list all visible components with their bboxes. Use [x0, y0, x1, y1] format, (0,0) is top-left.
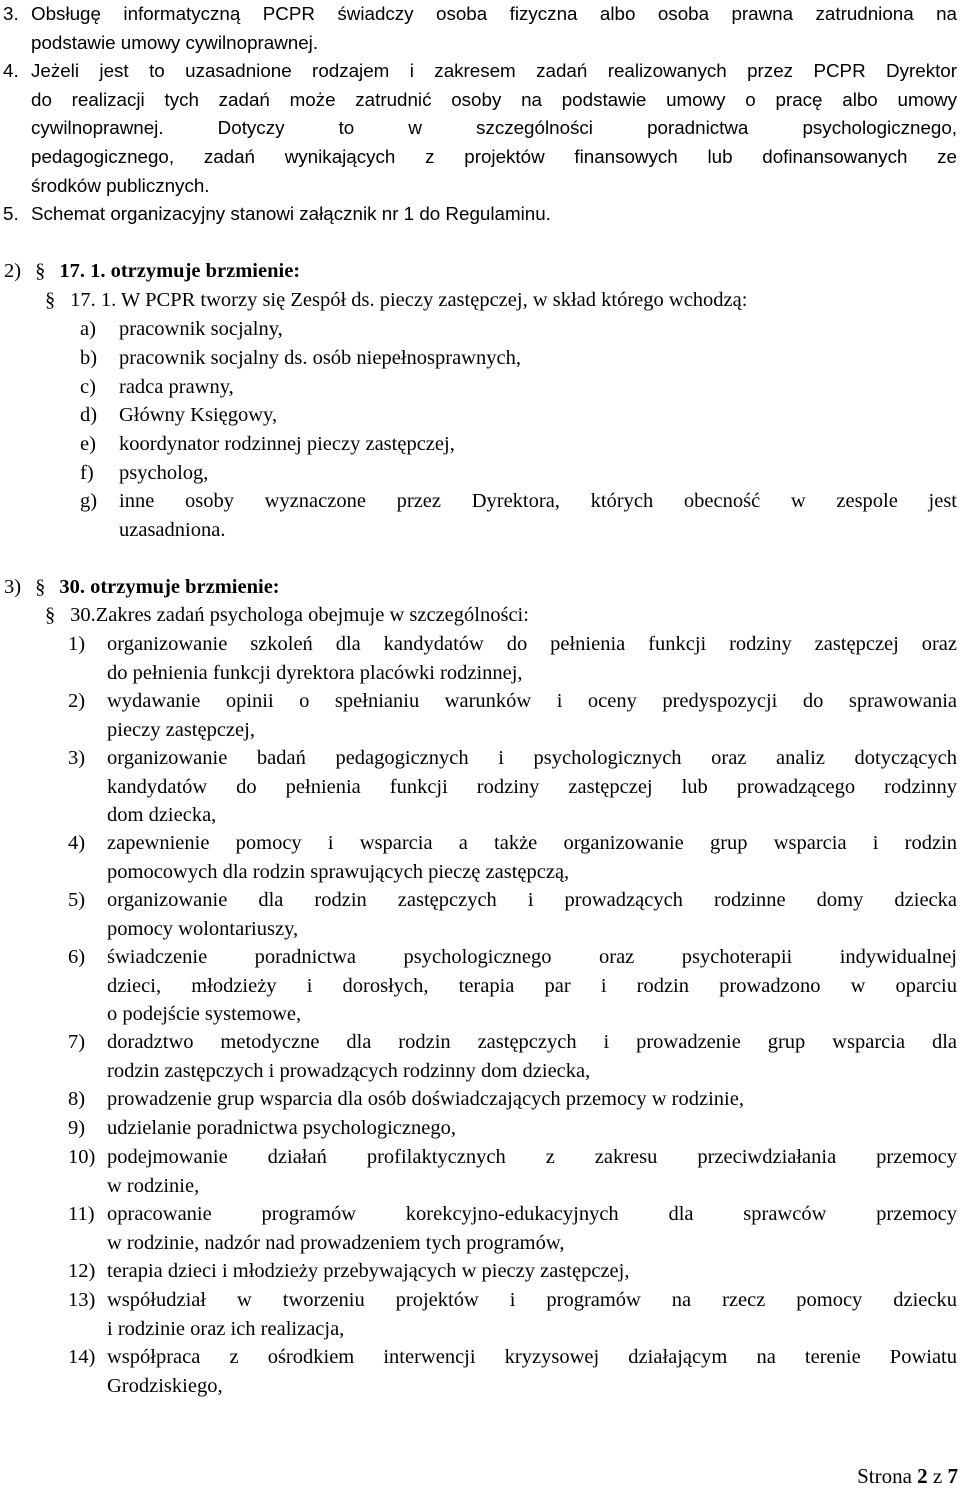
list-item	[107, 1114, 957, 1143]
paragraph-number: 5.	[3, 203, 19, 224]
footer-separator: z	[932, 1464, 943, 1488]
list-marker: e)	[80, 433, 96, 455]
list-marker: 8)	[68, 1088, 86, 1110]
list-item: koordynator rodzinnej pieczy zastępczej,	[119, 433, 455, 455]
list-item	[107, 630, 957, 687]
list-marker: c)	[80, 376, 96, 398]
list-item-line: świadczenie poradnictwa psychologicznego oraz psychoterapii indywidualnej	[107, 946, 957, 968]
section-sign-icon: §	[35, 260, 46, 282]
list-item	[107, 1028, 957, 1085]
list-marker: 14)	[68, 1346, 96, 1368]
paragraph-line: Schemat organizacyjny stanowi załącznik nr 1 do Regulaminu.	[31, 203, 551, 224]
list-item	[107, 1286, 957, 1343]
clause-line	[45, 286, 747, 315]
list-item	[107, 1200, 957, 1257]
list-marker: f)	[80, 462, 94, 484]
footer-total-pages: 7	[947, 1464, 958, 1488]
amendment-heading	[4, 257, 300, 286]
list-item	[107, 1085, 957, 1114]
list-item-line: inne osoby wyznaczone przez Dyrektora, których obecność w zespole jest	[119, 490, 957, 512]
list-marker: g)	[80, 490, 98, 512]
list-item-line: Grodziskiego,	[107, 1374, 223, 1397]
list-item-line: uzasadniona.	[119, 518, 226, 541]
list-item-line: prowadzenie grup wsparcia dla osób doświadczających przemocy w rodzinie,	[107, 1088, 744, 1110]
list-marker: 5)	[68, 889, 86, 911]
list-item-line: terapia dzieci i młodzieży przebywających w pieczy zastępczej,	[107, 1260, 630, 1282]
footer-current-page: 2	[917, 1464, 928, 1488]
paragraph-line: środków publicznych.	[31, 174, 210, 196]
clause-prefix: 17. 1.	[70, 289, 117, 311]
paragraph-number: 3.	[3, 3, 19, 24]
list-marker: 4)	[68, 832, 86, 854]
list-item-line: w rodzinie, nadzór nad prowadzeniem tych programów,	[107, 1231, 565, 1254]
list-item: radca prawny,	[119, 376, 234, 398]
list-item	[107, 943, 957, 1029]
footer-label: Strona	[857, 1464, 912, 1488]
list-marker: 13)	[68, 1289, 96, 1311]
list-marker: 9)	[68, 1117, 86, 1139]
list-item-line: organizowanie dla rodzin zastępczych i prowadzących rodzinne domy dziecka	[107, 889, 957, 911]
list-marker: d)	[80, 404, 98, 426]
list-item-line: pomocy wolontariuszy,	[107, 917, 299, 940]
list-marker: 6)	[68, 946, 86, 968]
list-item-line: organizowanie badań pedagogicznych i psychologicznych oraz analiz dotyczących	[107, 747, 957, 769]
amendment-number: 2)	[4, 260, 22, 282]
list-item: pracownik socjalny ds. osób niepełnosprawnych,	[119, 347, 521, 369]
list-item: pracownik socjalny,	[119, 318, 283, 340]
paragraph-line: podstawie umowy cywilnoprawnej.	[31, 31, 319, 53]
list-item-line: wydawanie opinii o spełnianiu warunków i oceny predyspozycji do sprawowania	[107, 690, 957, 712]
list-marker: 1)	[68, 633, 86, 655]
list-item-line: rodzin zastępczych i prowadzących rodzinny dom dziecka,	[107, 1059, 591, 1082]
list-item-line: do pełnienia funkcji dyrektora placówki rodzinnej,	[107, 661, 523, 684]
list-marker: 3)	[68, 747, 86, 769]
list-item-line: zapewnienie pomocy i wsparcia a także organizowanie grup wsparcia i rodzin	[107, 832, 957, 854]
amendment-title: 17. 1. otrzymuje brzmienie:	[59, 260, 301, 282]
clause-prefix: 30.	[70, 604, 96, 626]
amendment-title: 30. otrzymuje brzmienie:	[59, 576, 280, 598]
list-item-line: udzielanie poradnictwa psychologicznego,	[107, 1117, 456, 1139]
list-item	[119, 487, 957, 544]
list-item-line: dzieci, młodzieży i dorosłych, terapia par i rodzin prowadzono w oparciu	[107, 974, 957, 997]
paragraph-line: cywilnoprawnej. Dotyczy to w szczególności poradnictwa psychologicznego,	[31, 117, 957, 139]
list-item-line: współpraca z ośrodkiem interwencji kryzysowej działającym na terenie Powiatu	[107, 1346, 957, 1368]
clause-text: Zakres zadań psychologa obejmuje w szczególności:	[95, 604, 529, 626]
list-item	[107, 744, 957, 830]
clause-text: W PCPR tworzy się Zespół ds. pieczy zastępczej, w skład którego wchodzą:	[121, 289, 748, 311]
list-item	[107, 1343, 957, 1400]
list-item	[107, 1257, 957, 1286]
list-item	[107, 829, 957, 886]
list-item	[107, 1143, 957, 1200]
amendment-number: 3)	[4, 576, 22, 598]
list-item-line: o podejście systemowe,	[107, 1003, 302, 1026]
list-item: Główny Księgowy,	[119, 404, 278, 426]
list-marker: a)	[80, 318, 96, 340]
list-item-line: kandydatów do pełnienia funkcji rodziny zastępczej lub prowadzącego rodzinny	[107, 775, 957, 798]
list-item-line: i rodzinie oraz ich realizacja,	[107, 1317, 345, 1340]
amendment-heading	[4, 573, 280, 602]
clause-line	[45, 601, 529, 630]
list-item-line: podejmowanie działań profilaktycznych z zakresu przeciwdziałania przemocy	[107, 1146, 957, 1168]
list-marker: 7)	[68, 1031, 86, 1053]
paragraph-line: pedagogicznego, zadań wynikających z projektów finansowych lub dofinansowanych ze	[31, 146, 957, 168]
list-marker: b)	[80, 347, 98, 369]
list-item-line: dom dziecka,	[107, 804, 217, 827]
list-item-line: opracowanie programów korekcyjno-edukacyjnych dla sprawców przemocy	[107, 1203, 957, 1225]
list-item-line: doradztwo metodyczne dla rodzin zastępczych i prowadzenie grup wsparcia dla	[107, 1031, 957, 1053]
list-item: psycholog,	[119, 462, 209, 484]
section-sign-icon: §	[35, 576, 46, 598]
list-item-line: organizowanie szkoleń dla kandydatów do pełnienia funkcji rodziny zastępczej oraz	[107, 633, 957, 655]
paragraph-line: Jeżeli jest to uzasadnione rodzajem i zakresem zadań realizowanych przez PCPR Dyrektor	[31, 60, 957, 81]
list-marker: 11)	[68, 1203, 95, 1225]
list-item-line: w rodzinie,	[107, 1174, 200, 1197]
list-item-line: pomocowych dla rodzin sprawujących pieczę zastępczą,	[107, 860, 570, 883]
list-marker: 2)	[68, 690, 86, 712]
paragraph-number: 4.	[3, 60, 19, 81]
paragraph-line: do realizacji tych zadań może zatrudnić osoby na podstawie umowy o pracę albo umowy	[31, 88, 957, 110]
list-item	[107, 687, 957, 744]
paragraph-line: Obsługę informatyczną PCPR świadczy osoba fizyczna albo osoba prawna zatrudniona na	[31, 3, 957, 24]
list-marker: 12)	[68, 1260, 96, 1282]
list-item	[107, 886, 957, 943]
list-item-line: pieczy zastępczej,	[107, 718, 255, 741]
section-sign-icon: §	[45, 289, 56, 311]
list-marker: 10)	[68, 1146, 96, 1168]
section-sign-icon: §	[45, 604, 56, 626]
list-item-line: współudział w tworzeniu projektów i programów na rzecz pomocy dziecku	[107, 1289, 957, 1311]
page-footer	[857, 1462, 958, 1491]
